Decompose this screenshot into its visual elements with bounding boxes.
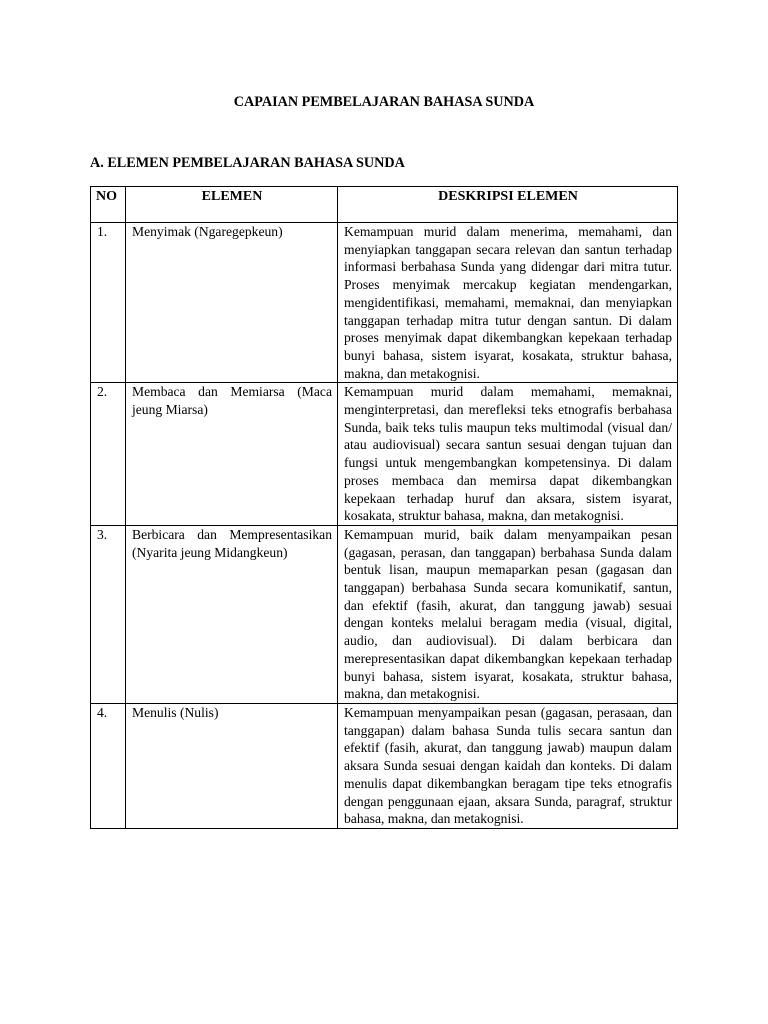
row-deskripsi: Kemampuan menyampaikan pesan (gagasan, perasaan, dan tanggapan) dalam bahasa Sunda tulis secara santun dan efektif (fasih, akurat, dan tanggung jawab) maupun dalam aksara Sunda sesuai dengan kaidah dan konteks. Di dalam menulis dapat dikembangkan beragam tipe teks etnografis dengan penggunaan ejaan, aksara Sunda, paragraf, struktur bahasa, makna, dan metakognisi. <box>338 703 678 828</box>
row-elemen: Membaca dan Memiarsa (Maca jeung Miarsa) <box>126 383 338 526</box>
row-deskripsi: Kemampuan murid, baik dalam menyampaikan pesan (gagasan, perasan, dan tanggapan) berbahasa Sunda dalam bentuk lisan, maupun memaparkan pesan (gagasan dan tanggapan) berbahasa Sunda secara komunikatif, santun, dan efektif (fasih, akurat, dan tanggung jawab) sesuai dengan konteks melalui beragam media (visual, digital, audio, dan audiovisual). Di dalam berbicara dan merepresentasikan dapat dikembangkan kepekaan terhadap bunyi bahasa, sistem isyarat, kosakata, struktur bahasa, makna, dan metakognisi. <box>338 525 678 703</box>
document-title: CAPAIAN PEMBELAJARAN BAHASA SUNDA <box>233 94 535 110</box>
table-row <box>91 703 678 828</box>
row-deskripsi: Kemampuan murid dalam menerima, memahami, dan menyiapkan tanggapan secara relevan dan santun terhadap informasi berbahasa Sunda yang didengar dari mitra tutur. Proses menyimak mercakup kegiatan mendengarkan, mengidentifikasi, memahami, memaknai, dan menyiapkan tanggapan terhadap mitra tutur dengan santun. Di dalam proses menyimak dapat dikembangkan kepekaan terhadap bunyi bahasa, sistem isyarat, kosakata, struktur bahasa, makna, dan metakognisi. <box>338 223 678 383</box>
table-row <box>91 383 678 526</box>
header-no: NO <box>91 187 126 223</box>
row-number: 3. <box>91 525 126 703</box>
row-elemen: Menulis (Nulis) <box>126 703 338 828</box>
row-elemen: Menyimak (Ngaregepkeun) <box>126 223 338 383</box>
table-row <box>91 525 678 703</box>
elemen-table <box>90 186 678 829</box>
row-number: 1. <box>91 223 126 383</box>
table-row <box>91 223 678 383</box>
row-number: 2. <box>91 383 126 526</box>
row-deskripsi: Kemampuan murid dalam memahami, memaknai, menginterpretasi, dan merefleksi teks etnografis berbahasa Sunda, baik teks tulis maupun teks multimodal (visual dan/ atau audiovisual) secara santun sesuai dengan tujuan dan fungsi untuk mengembangkan kompetensinya. Di dalam proses membaca dan memirsa dapat dikembangkan kepekaan terhadap huruf dan aksara, sistem isyarat, kosakata, struktur bahasa, makna, dan metakognisi. <box>338 383 678 526</box>
row-elemen: Berbicara dan Mempresentasikan (Nyarita jeung Midangkeun) <box>126 525 338 703</box>
section-heading: A. ELEMEN PEMBELAJARAN BAHASA SUNDA <box>90 155 405 171</box>
table-header-row <box>91 187 678 223</box>
header-elemen: ELEMEN <box>126 187 338 223</box>
header-deskripsi: DESKRIPSI ELEMEN <box>338 187 678 223</box>
row-number: 4. <box>91 703 126 828</box>
